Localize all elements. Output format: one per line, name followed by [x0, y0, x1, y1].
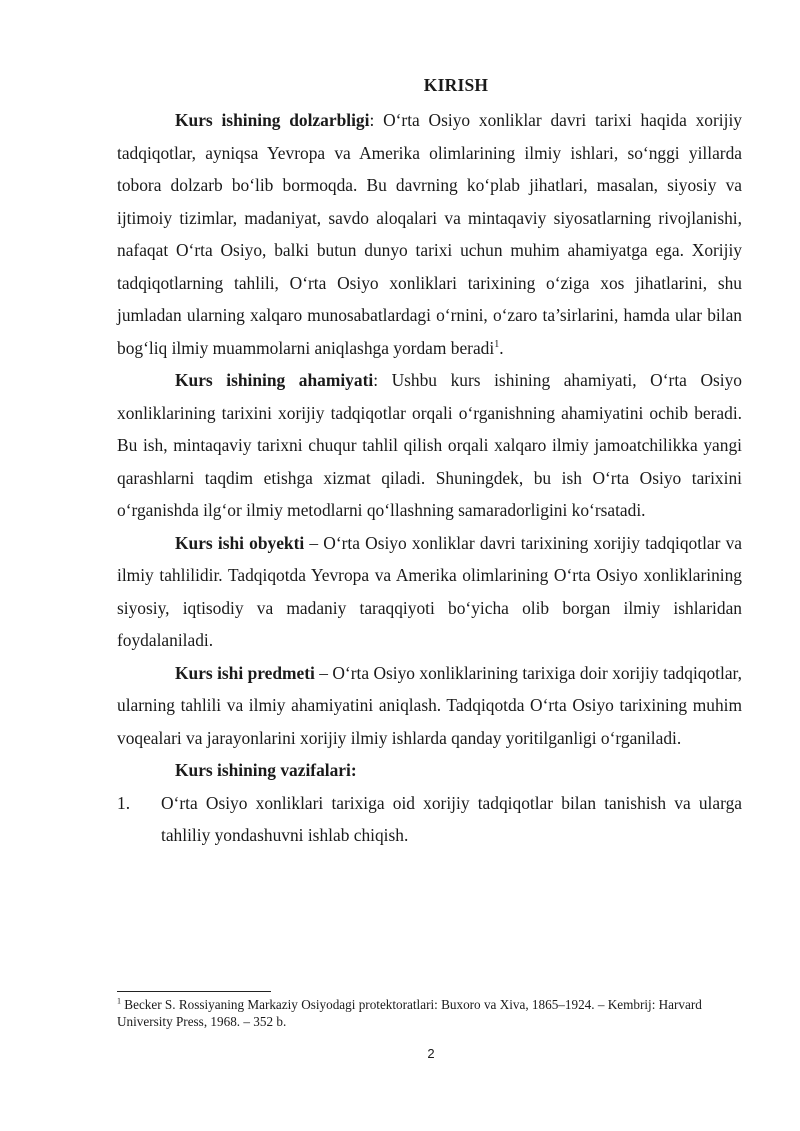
paragraph-text: O‘rta Osiyo xonliklar davri tarixi haqida xorijiy tadqiqotlar, ayniqsa Yevropa va Amerika olimlarining ilmiy ishlari, so‘nggi yillarda tobora dolzarb bo‘lib bormoqda. Bu davrning ko‘plab jihatlari, masalan, siyosiy va ijtimoiy tizimlar, madaniyat, savdo aloqalari va mintaqaviy siyosatlarning rivojlanishi, nafaqat O‘rta Osiyo, balki butun dunyo tarixi uchun muhim ahamiyatga ega. Xorijiy tadqiqotlarning tahlili, O‘rta Osiyo xonliklari tarixining o‘ziga xos jihatlarini, shu jumladan ularning xalqaro munosabatlardagi o‘rnini, o‘zaro ta’sirlarini, hamda ular bilan bog‘liq ilmiy muammolarni aniqlashga yordam beradi	[117, 110, 742, 358]
task-number: 1.	[117, 792, 131, 813]
footnote-reference[interactable]: 1	[494, 338, 500, 350]
paragraph-separator: :	[369, 110, 384, 130]
paragraph-significance	[117, 364, 742, 527]
paragraph-text: Ushbu kurs ishining ahamiyati, O‘rta Osiyo xonliklarining tarixini xorijiy tadqiqotlar orqali o‘rganishning ahamiyatini ochib beradi. Bu ish, mintaqaviy tarixni chuqur tahlil qilish orqali xalqaro ilmiy jamoatchilikka yangi qarashlarni taqdim etishga xizmat qiladi. Shuningdek, bu ish O‘rta Osiyo tarixini o‘rganishda ilg‘or ilmiy metodlarni qo‘llashning samaradorligini ko‘rsatadi.	[117, 370, 742, 520]
paragraph-text: O‘rta Osiyo xonliklar davri tarixining xorijiy tadqiqotlar va ilmiy tahlilidir. Tadqiqotda Yevropa va Amerika olimlarining O‘rta Osiyo xonliklarining siyosiy, iqtisodiy va madaniy taraqqiyoti bo‘yicha olib borgan ilmiy ishlaridan foydalaniladi.	[117, 532, 742, 650]
paragraph-object	[117, 527, 742, 657]
footnote-separator	[117, 991, 271, 992]
paragraph-heading: Kurs ishining dolzarbligi	[175, 110, 370, 130]
paragraph-subject	[117, 657, 742, 755]
footnote-text: Becker S. Rossiyaning Markaziy Osiyodagi protektoratlari: Buxoro va Xiva, 1865–1924. – Kembrij: Harvard University Press, 1968. – 352 b.	[117, 997, 702, 1029]
task-text: O‘rta Osiyo xonliklari tarixiga oid xorijiy tadqiqotlar bilan tanishish va ularga tahliliy yondashuvni ishlab chiqish.	[161, 792, 742, 845]
paragraph-heading: Kurs ishi obyekti	[175, 532, 305, 553]
paragraph-heading: Kurs ishi predmeti	[175, 662, 315, 683]
body-text	[117, 104, 742, 852]
footnote-marker: 1	[117, 996, 121, 1006]
page-number: 2	[427, 1046, 435, 1061]
paragraph-separator: –	[314, 662, 333, 683]
page-title: KIRISH	[423, 75, 489, 95]
paragraph-separator: –	[304, 532, 324, 553]
paragraph-relevance	[117, 104, 742, 364]
tasks-heading: Kurs ishining vazifalari:	[175, 760, 357, 780]
paragraph-heading: Kurs ishining ahamiyati	[175, 370, 374, 390]
footnote	[117, 996, 742, 1030]
task-list-item	[117, 787, 742, 852]
paragraph-separator: :	[373, 370, 392, 390]
paragraph-text: O‘rta Osiyo xonliklarining tarixiga doir xorijiy tadqiqotlar, ularning tahlili va ilmiy ahamiyatini aniqlash. Tadqiqotda O‘rta Osiyo tarixining muhim voqealari va jarayonlarini xorijiy ilmiy ishlarda qanday yoritilganligi o‘rganiladi.	[117, 662, 742, 748]
paragraph-end: .	[499, 337, 504, 358]
